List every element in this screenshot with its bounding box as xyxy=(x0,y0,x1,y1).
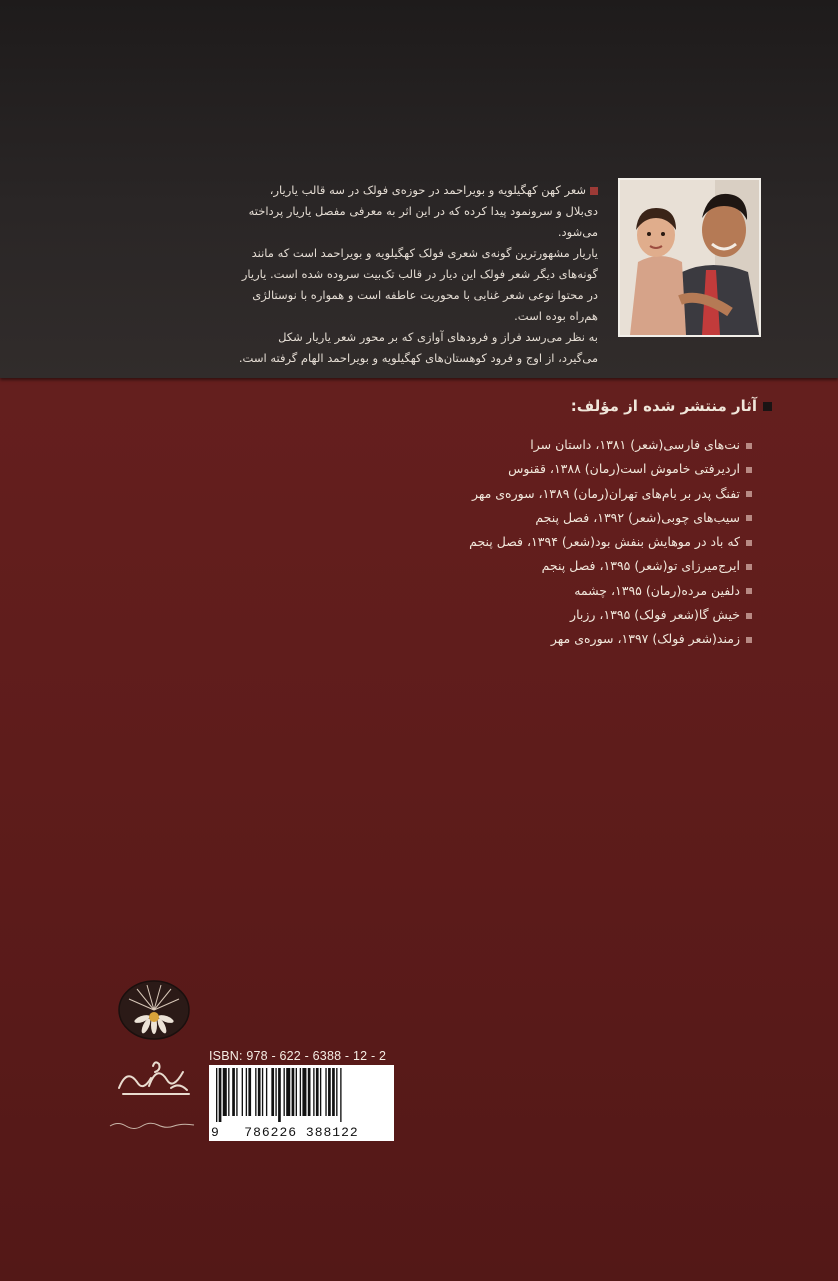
barcode-bar xyxy=(255,1068,256,1116)
list-item: که باد در موهایش بنفش بود(شعر) ۱۳۹۴، فصل پنجم xyxy=(330,530,752,554)
works-heading-text: آثار منتشر شده از مؤلف: xyxy=(570,397,757,415)
author-photo-image xyxy=(620,180,759,335)
barcode-digits xyxy=(209,1125,394,1140)
barcode-bar xyxy=(236,1068,237,1116)
blurb-paragraph-1 xyxy=(236,180,598,243)
book-blurb xyxy=(236,180,598,369)
bullet-icon xyxy=(746,515,752,521)
barcode-bar xyxy=(278,1068,281,1122)
barcode-bar xyxy=(286,1068,290,1116)
barcode-bar xyxy=(266,1068,267,1116)
works-list xyxy=(330,433,752,652)
barcode-bar xyxy=(316,1068,319,1116)
list-item: ایرج‌میرزای تو(شعر) ۱۳۹۵، فصل پنجم xyxy=(330,554,752,578)
blurb-paragraph-2: یاریار مشهورترین گونه‌ی شعری فولک کهگیلویه و بویراحمد است که مانند گونه‌های دیگر شعر فولک این دیار در قالب تک‌بیت سروده شده است. یاریار در محتوا نوعی شعر غنایی با محوریت عاطفه است و همواره با نوستالژی هم‌راه بوده است. xyxy=(241,246,598,323)
bullet-icon xyxy=(746,443,752,449)
publisher-caption-mark xyxy=(104,1118,204,1134)
publisher-caption-scribble-icon xyxy=(104,1118,204,1132)
barcode-bar xyxy=(320,1068,321,1116)
barcode-bar xyxy=(313,1068,314,1116)
heading-bullet-icon xyxy=(763,402,772,411)
bullet-icon xyxy=(746,540,752,546)
bullet-icon xyxy=(746,637,752,643)
barcode-bars-icon xyxy=(214,1068,389,1122)
barcode-bar xyxy=(292,1068,295,1116)
works-heading xyxy=(500,394,772,418)
barcode-bar xyxy=(228,1068,229,1116)
barcode-bar xyxy=(246,1068,247,1116)
author-photo xyxy=(618,178,761,337)
bullet-icon xyxy=(746,613,752,619)
barcode-bar xyxy=(275,1068,276,1116)
blurb-paragraph-3: به نظر می‌رسد فراز و فرودهای آوازی که بر محور شعر یاریار شکل می‌گیرد، از اوج و فرود کوهستان‌های کهگیلویه و بویراحمد الهام گرفته است. xyxy=(238,330,598,365)
bullet-icon xyxy=(746,467,752,473)
barcode-bar xyxy=(328,1068,331,1116)
barcode-bar xyxy=(223,1068,227,1116)
barcode-bar xyxy=(308,1068,311,1116)
barcode-bar xyxy=(248,1068,251,1116)
barcode-bar xyxy=(296,1068,297,1116)
list-item: نت‌های فارسی(شعر) ۱۳۸۱، داستان سرا xyxy=(330,433,752,457)
list-item: سیب‌های چوبی(شعر) ۱۳۹۲، فصل پنجم xyxy=(330,506,752,530)
barcode-bar xyxy=(302,1068,306,1116)
barcode-bar xyxy=(300,1068,301,1116)
list-item: دلفین مرده(رمان) ۱۳۹۵، چشمه xyxy=(330,579,752,603)
list-item: زمند(شعر فولک) ۱۳۹۷، سوره‌ی مهر xyxy=(330,627,752,651)
barcode-bar xyxy=(216,1068,217,1122)
barcode-bar xyxy=(219,1068,222,1122)
barcode-bar xyxy=(325,1068,326,1116)
barcode-bar xyxy=(332,1068,335,1116)
list-item: اردیرفتی خاموش است(رمان) ۱۳۸۸، ققنوس xyxy=(330,457,752,481)
bullet-icon xyxy=(746,588,752,594)
list-item: خیش گا(شعر فولک) ۱۳۹۵، رزبار xyxy=(330,603,752,627)
bullet-icon xyxy=(746,491,752,497)
barcode-bar xyxy=(242,1068,243,1116)
barcode-number: 786226 388122 xyxy=(244,1125,359,1140)
publisher-logo-icon xyxy=(109,1058,199,1102)
list-item: تفنگ پدر بر بام‌های تهران(رمان) ۱۳۸۹، سوره‌ی مهر xyxy=(330,482,752,506)
barcode-bar xyxy=(340,1068,341,1122)
barcode-bar xyxy=(258,1068,261,1116)
barcode-bar xyxy=(336,1068,337,1116)
barcode-bar xyxy=(262,1068,263,1116)
barcode xyxy=(209,1065,394,1141)
barcode-lead-digit: 9 xyxy=(211,1125,220,1140)
barcode-bar xyxy=(271,1068,274,1116)
barcode-bar xyxy=(232,1068,235,1116)
emblem-logo-icon xyxy=(117,979,191,1041)
barcode-bar xyxy=(284,1068,285,1116)
blurb-bullet-icon xyxy=(590,187,598,195)
isbn-label: ISBN: 978 - 622 - 6388 - 12 - 2 xyxy=(209,1049,387,1063)
top-dark-band xyxy=(0,0,838,378)
blurb-paragraph-1-text: شعر کهن کهگیلویه و بویراحمد در حوزه‌ی فولک در سه قالب یاریار، دی‌بلال و سرونمود پیدا کرده که در این اثر به معرفی مفصل یاریار پرداخته می‌شود. xyxy=(248,183,598,239)
bullet-icon xyxy=(746,564,752,570)
